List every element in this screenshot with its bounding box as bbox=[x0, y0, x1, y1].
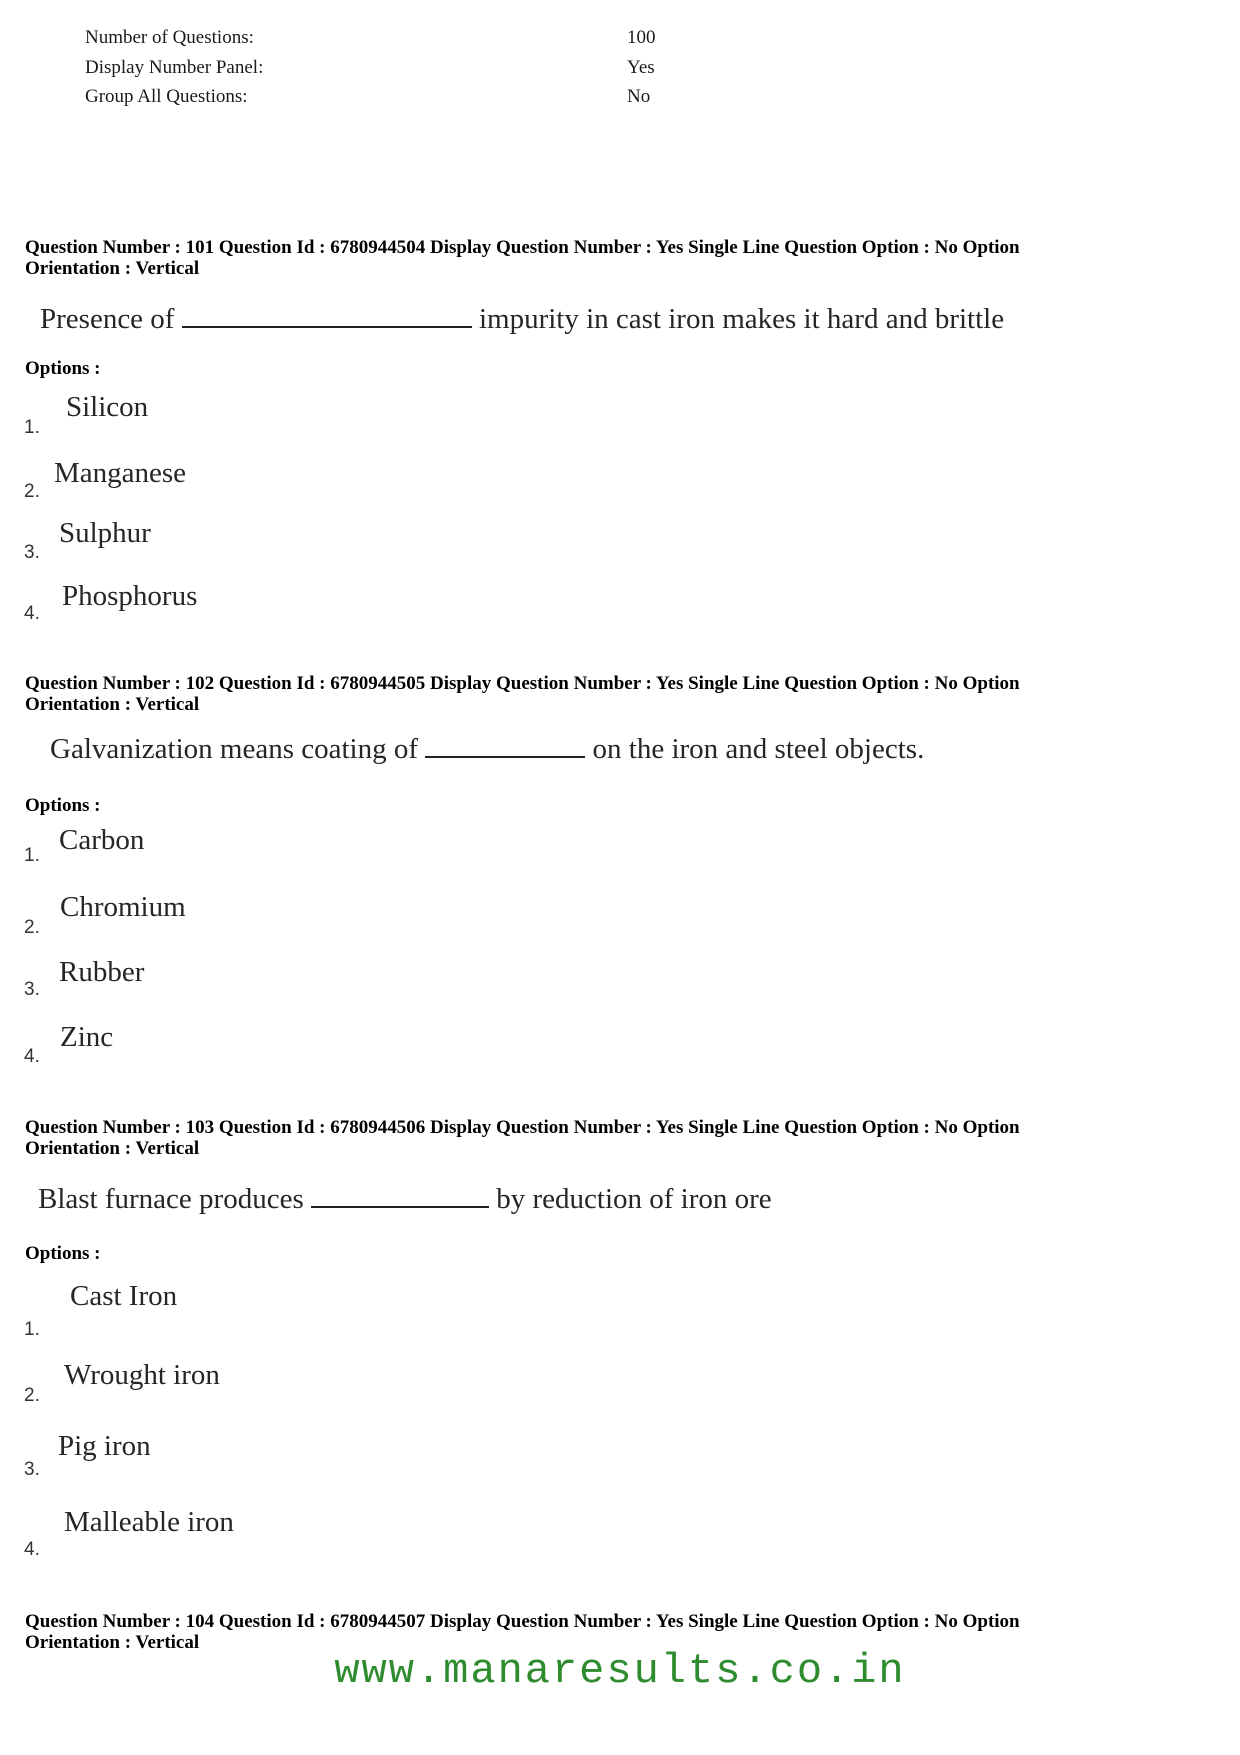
watermark-url: www.manaresults.co.in bbox=[334, 1647, 906, 1695]
option-number: 2. bbox=[24, 917, 40, 938]
question-header-line1: Question Number : 103 Question Id : 6780944506 Display Question Number : Yes Single Line Question Option : No Option bbox=[25, 1117, 1020, 1138]
option-text: Pig iron bbox=[58, 1430, 151, 1462]
stem-after: on the iron and steel objects. bbox=[592, 733, 925, 765]
option-text: Malleable iron bbox=[64, 1506, 234, 1538]
question-101-stem bbox=[40, 302, 1004, 336]
question-header-line2: Orientation : Vertical bbox=[25, 1632, 200, 1653]
option-number: 2. bbox=[24, 1385, 40, 1406]
meta-value-num-questions: 100 bbox=[627, 27, 656, 48]
meta-label-display-panel: Display Number Panel: bbox=[85, 57, 264, 78]
option-text: Wrought iron bbox=[64, 1359, 220, 1391]
stem-after: impurity in cast iron makes it hard and brittle bbox=[478, 303, 1005, 335]
blank-line bbox=[425, 732, 585, 758]
meta-value-group-questions: No bbox=[627, 86, 651, 107]
meta-value-display-panel: Yes bbox=[627, 57, 655, 78]
options-label: Options : bbox=[25, 358, 101, 379]
question-103-stem bbox=[38, 1182, 772, 1216]
option-text: Sulphur bbox=[59, 517, 151, 549]
option-text: Zinc bbox=[60, 1021, 114, 1053]
option-number: 1. bbox=[24, 845, 40, 866]
option-number: 1. bbox=[24, 417, 40, 438]
option-number: 2. bbox=[24, 481, 40, 502]
option-number: 3. bbox=[24, 1459, 40, 1480]
options-label: Options : bbox=[25, 1243, 101, 1264]
question-header-line2: Orientation : Vertical bbox=[25, 694, 200, 715]
question-header-line2: Orientation : Vertical bbox=[25, 258, 200, 279]
option-number: 1. bbox=[24, 1319, 40, 1340]
option-text: Cast Iron bbox=[70, 1280, 178, 1312]
option-text: Silicon bbox=[66, 391, 149, 423]
option-number: 3. bbox=[24, 979, 40, 1000]
stem-before: Presence of bbox=[40, 303, 175, 335]
blank-line bbox=[182, 302, 472, 328]
option-number: 3. bbox=[24, 542, 40, 563]
option-text: Chromium bbox=[60, 891, 186, 923]
option-text: Carbon bbox=[59, 824, 145, 856]
stem-before: Blast furnace produces bbox=[38, 1183, 304, 1215]
question-header-line1: Question Number : 102 Question Id : 6780944505 Display Question Number : Yes Single Line Question Option : No Option bbox=[25, 673, 1020, 694]
question-102-stem bbox=[50, 732, 924, 766]
question-103-header bbox=[25, 1117, 1215, 1159]
option-text: Manganese bbox=[54, 457, 187, 489]
question-102-header bbox=[25, 673, 1215, 715]
option-number: 4. bbox=[24, 1539, 40, 1560]
option-text: Rubber bbox=[59, 956, 145, 988]
question-header-line2: Orientation : Vertical bbox=[25, 1138, 200, 1159]
stem-before: Galvanization means coating of bbox=[50, 733, 419, 765]
meta-label-group-questions: Group All Questions: bbox=[85, 86, 248, 107]
question-header-line1: Question Number : 104 Question Id : 6780944507 Display Question Number : Yes Single Line Question Option : No Option bbox=[25, 1611, 1020, 1632]
question-101-header bbox=[25, 237, 1215, 279]
option-text: Phosphorus bbox=[62, 580, 198, 612]
meta-label-num-questions: Number of Questions: bbox=[85, 27, 254, 48]
blank-line bbox=[311, 1182, 489, 1208]
option-number: 4. bbox=[24, 603, 40, 624]
stem-after: by reduction of iron ore bbox=[496, 1183, 772, 1215]
options-label: Options : bbox=[25, 795, 101, 816]
question-header-line1: Question Number : 101 Question Id : 6780944504 Display Question Number : Yes Single Line Question Option : No Option bbox=[25, 237, 1020, 258]
option-number: 4. bbox=[24, 1046, 40, 1067]
